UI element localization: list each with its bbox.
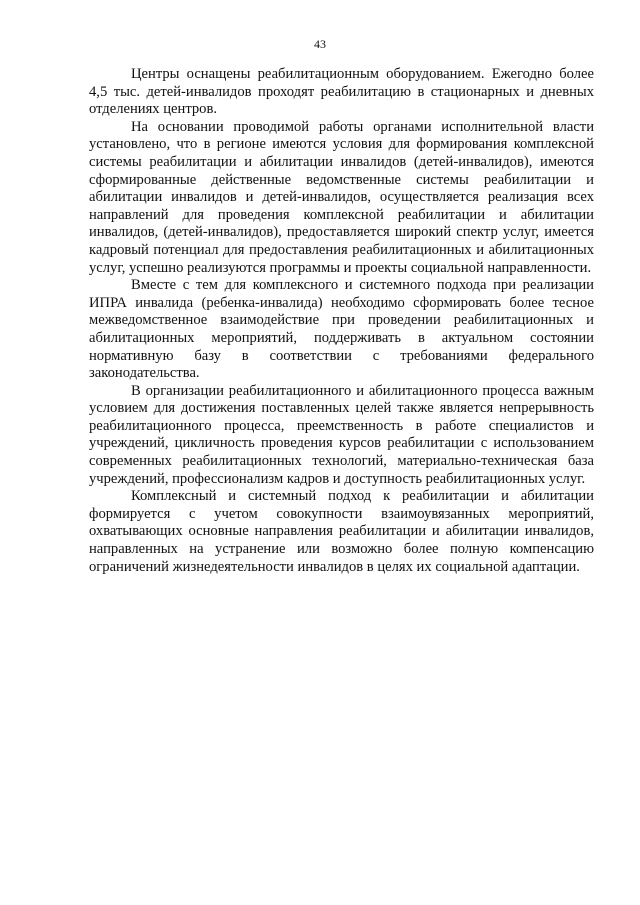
- paragraph-ipra: Вместе с тем для комплексного и системного подхода при реализации ИПРА инвалида (ребенка-инвалида) необходимо сформировать более тесное межведомственное взаимодействие при проведении реабилитационных и абилитационных мероприятий, поддерживать в актуальном состоянии нормативную базу в соответствии с требованиями федерального законодательства.: [89, 277, 594, 382]
- paragraph-conditions: На основании проводимой работы органами исполнительной власти установлено, что в регионе имеются условия для формирования комплексной системы реабилитации и абилитации инвалидов (детей-инвалидов), имеются сформированные действенные ведомственные системы реабилитации и абилитации инвалидов и детей-инвалидов, осуществляется реализация всех направлений для проведения комплексной реабилитации и абилитации инвалидов, (детей-инвалидов), предоставляется широкий спектр услуг, имеется кадровый потенциал для предоставления реабилитационных и абилитационных услуг, успешно реализуются программы и проекты социальной направленности.: [89, 118, 594, 276]
- paragraph-equipment: Центры оснащены реабилитационным оборудованием. Ежегодно более 4,5 тыс. детей-инвалидов проходят реабилитацию в стационарных и дневных отделениях центров.: [89, 66, 594, 118]
- page-number: 43: [314, 37, 326, 51]
- paragraph-process: В организации реабилитационного и абилитационного процесса важным условием для достижения поставленных целей также является непрерывность реабилитационного процесса, преемственность в работе специалистов и учреждений, цикличность проведения курсов реабилитации с использованием современных реабилитационных технологий, материально-техническая база учреждений, профессионализм кадров и доступность реабилитационных услуг.: [89, 382, 594, 487]
- paragraph-approach: Комплексный и системный подход к реабилитации и абилитации формируется с учетом совокупности взаимоувязанных мероприятий, охватывающих основные направления реабилитации и абилитации инвалидов, направленных на устранение или возможно более полную компенсацию ограничений жизнедеятельности инвалидов в целях их социальной адаптации.: [89, 488, 594, 575]
- document-body: [89, 66, 594, 576]
